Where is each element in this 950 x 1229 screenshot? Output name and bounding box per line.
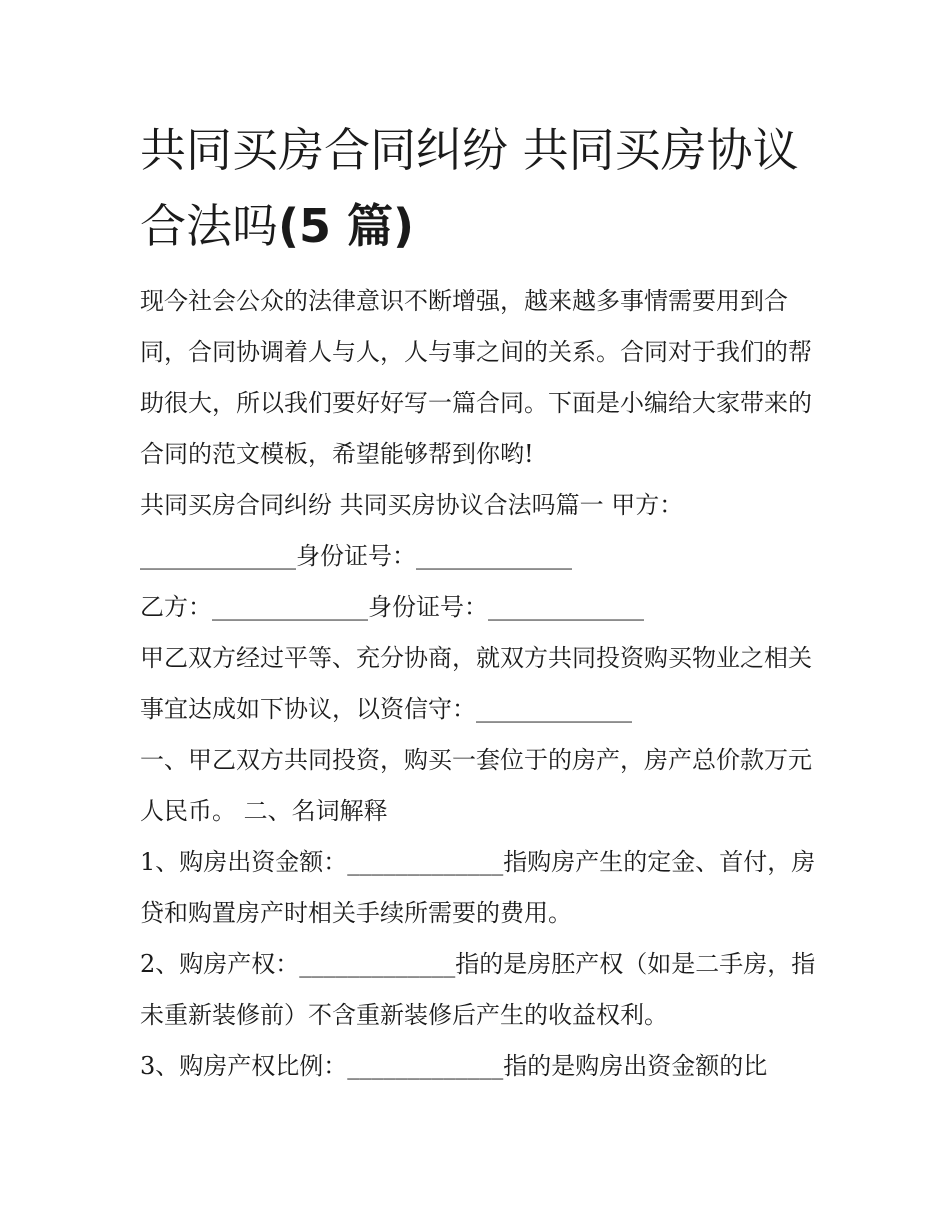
title-main: 共同买房合同纠纷 共同买房协议合法吗: [140, 123, 799, 253]
paragraph-party-a-id: _____________身份证号：_____________: [140, 542, 572, 570]
paragraph-definition-1: 1、购房出资金额：_____________指购房产生的定金、首付，房贷和购置房产时相关手续所需要的费用。: [140, 848, 816, 927]
paragraph-party-b: 乙方：_____________身份证号：_____________: [140, 593, 644, 621]
title-paren: (5 篇): [278, 199, 415, 253]
document-title: [140, 112, 830, 264]
paragraph-intro: 现今社会公众的法律意识不断增强，越来越多事情需要用到合同，合同协调着人与人，人与事之间的关系。合同对于我们的帮助很大，所以我们要好好写一篇合同。下面是小编给大家带来的合同的范文模板，希望能够帮到你哟!: [140, 287, 812, 468]
paragraph-definition-2: 2、购房产权：_____________指的是房胚产权（如是二手房，指未重新装修前）不含重新装修后产生的收益权利。: [140, 950, 816, 1029]
paragraph-definition-3: 3、购房产权比例：_____________指的是购房出资金额的比: [140, 1052, 768, 1080]
paragraph-agreement: 甲乙双方经过平等、充分协商，就双方共同投资购买物业之相关事宜达成如下协议，以资信守：_____________: [140, 644, 812, 723]
paragraph-section-heading: 共同买房合同纠纷 共同买房协议合法吗篇一 甲方：: [140, 491, 684, 519]
paragraph-clause-1: 一、甲乙双方共同投资，购买一套位于的房产，房产总价款万元人民币。 二、名词解释: [140, 746, 812, 825]
document-body: [140, 276, 830, 1092]
